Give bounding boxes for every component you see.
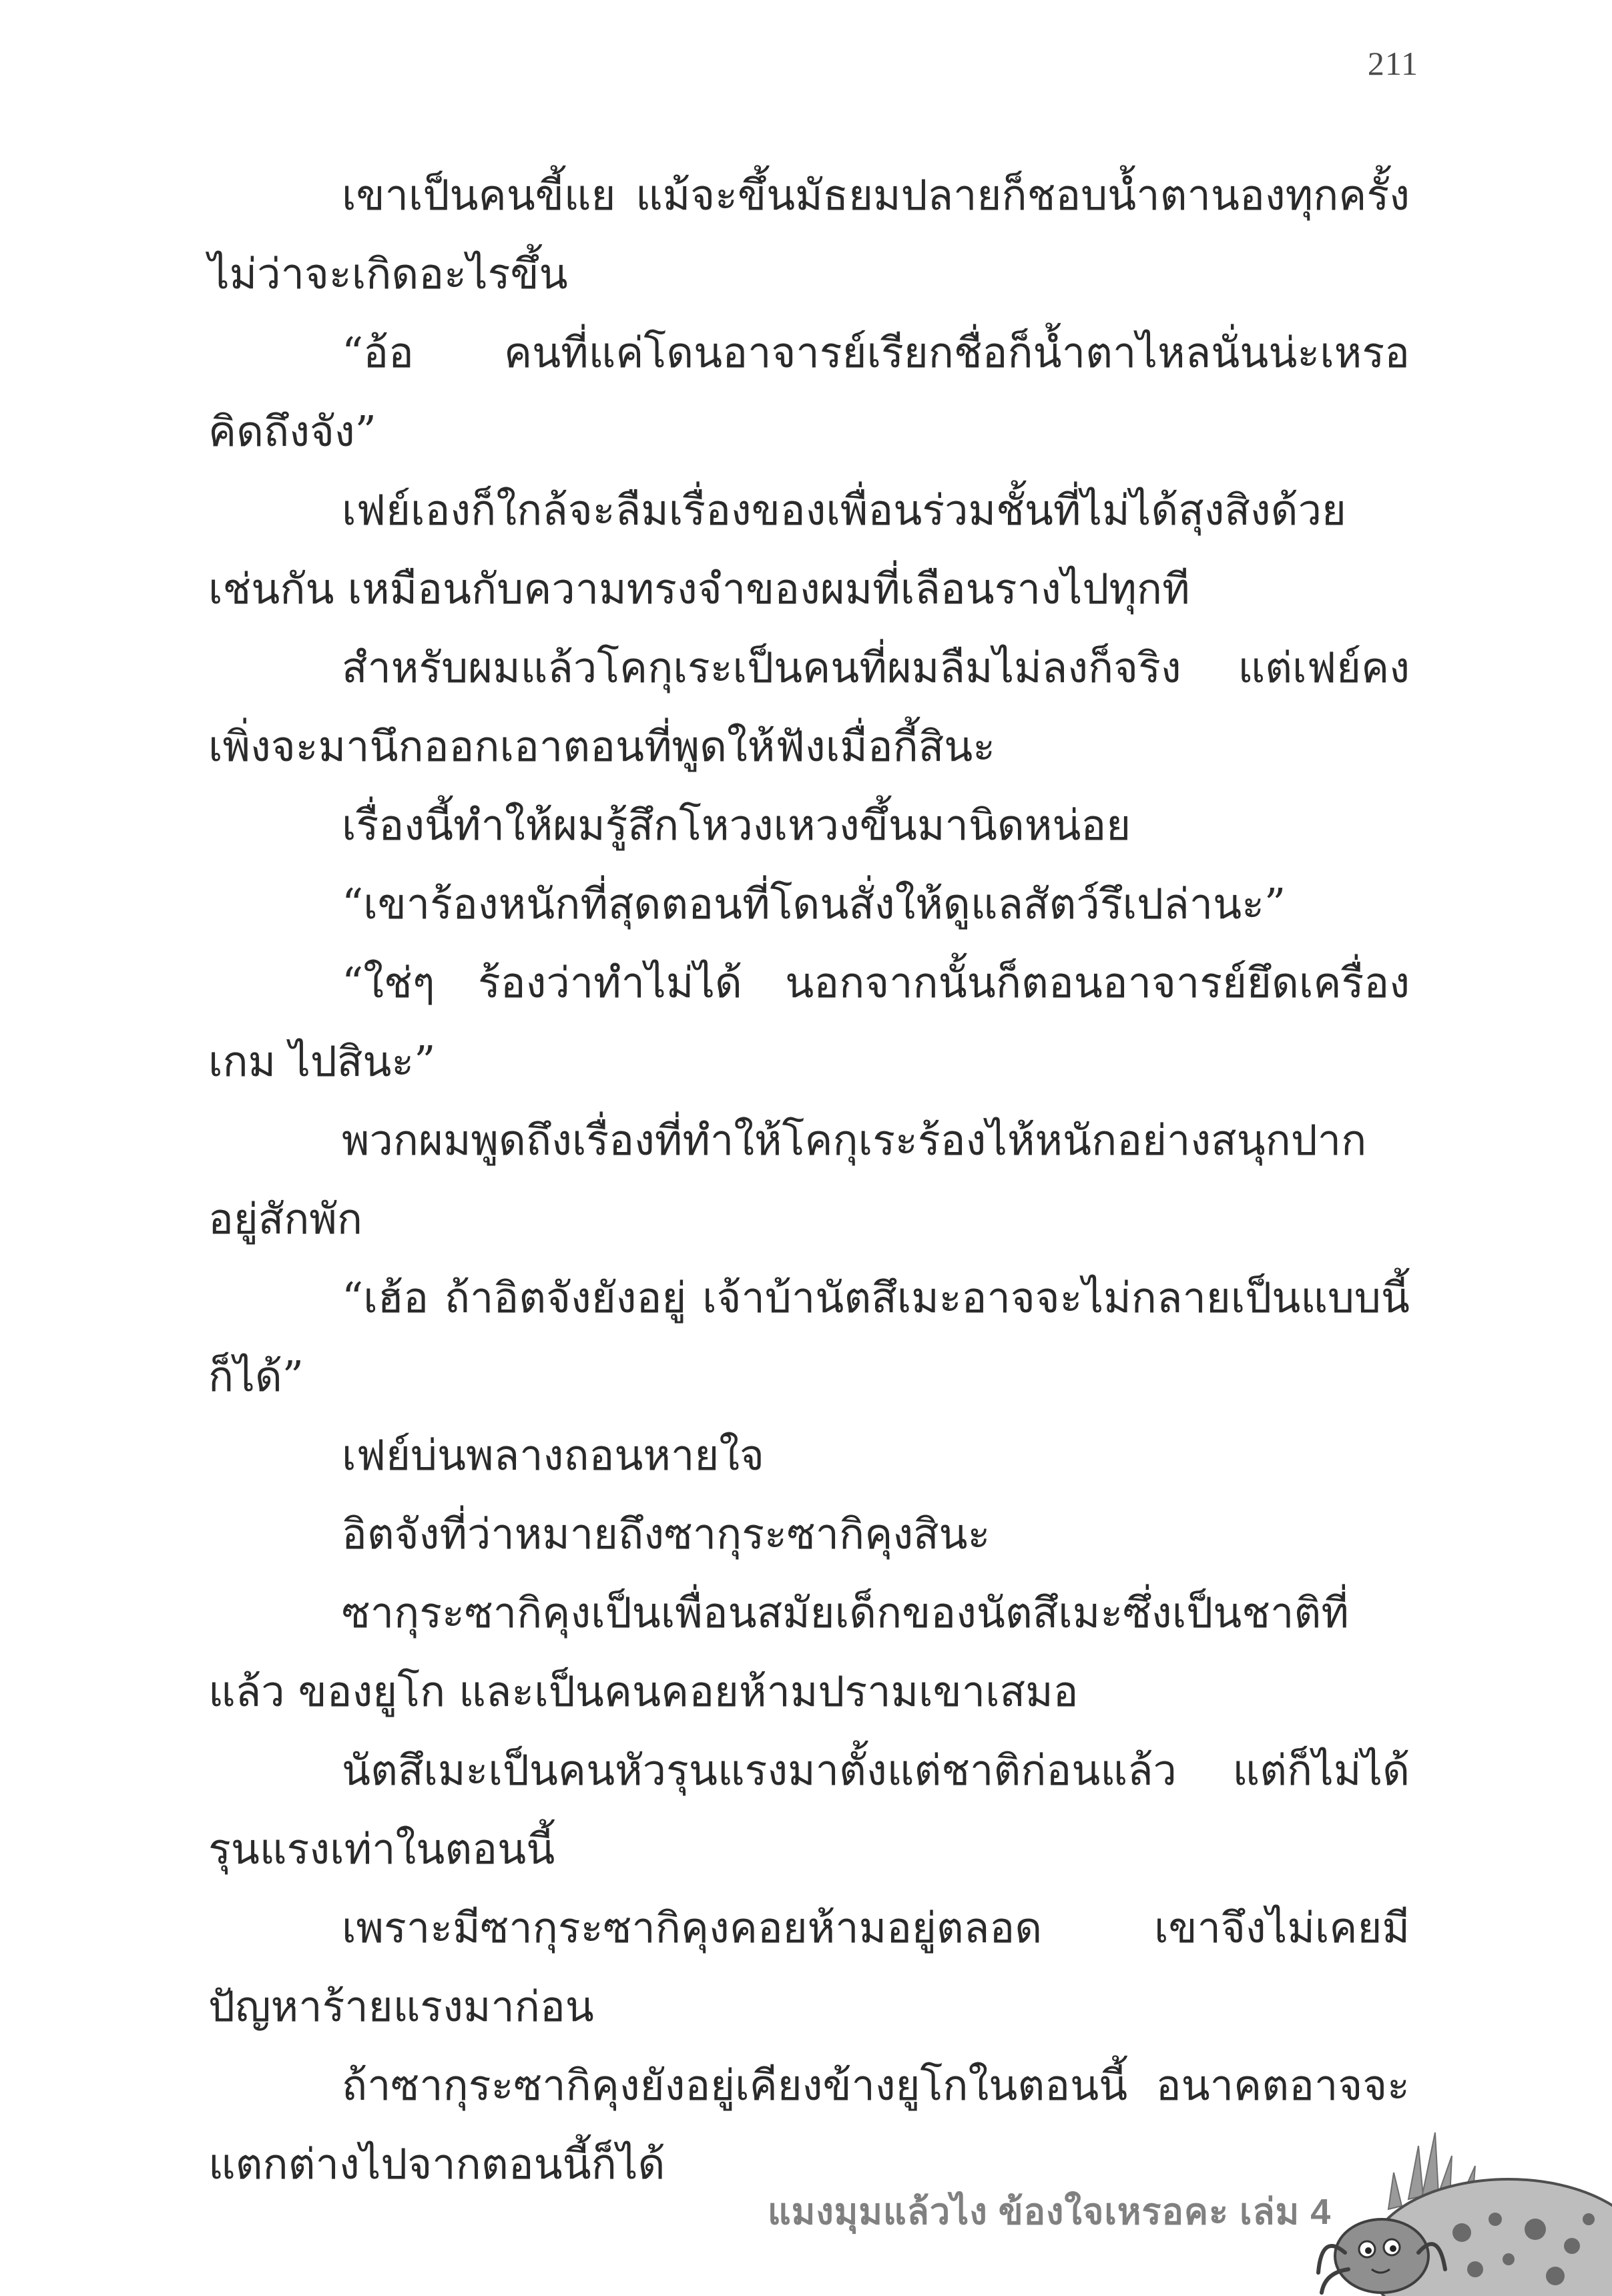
paragraph: “เขาร้องหนักที่สุดตอนที่โดนสั่งให้ดูแลสัตว์รึเปล่านะ” <box>342 880 1286 928</box>
paragraph: เพราะมีซากุระซากิคุงคอยห้ามอยู่ตลอด เขาจึงไม่เคยมี ปัญหาร้ายแรงมาก่อน <box>208 1904 1410 2031</box>
paragraph: “อ้อ คนที่แค่โดนอาจารย์เรียกชื่อก็น้ำตาไหลนั่นน่ะเหรอ คิดถึงจัง” <box>208 328 1410 456</box>
paragraph: เรื่องนี้ทำให้ผมรู้สึกโหวงเหวงขึ้นมานิดหน่อย <box>342 801 1131 850</box>
footer-title: แมงมุมแล้วไง ข้องใจเหรอคะ เล่ม 4 <box>768 2192 1332 2232</box>
paragraph: “เฮ้อ ถ้าอิตจังยังอยู่ เจ้าบ้านัตสึเมะอาจจะไม่กลายเป็นแบบนี้ ก็ได้” <box>208 1273 1410 1401</box>
body-text <box>208 156 1410 2204</box>
paragraph: ถ้าซากุระซากิคุงยังอยู่เคียงข้างยูโกในตอนนี้ อนาคตอาจจะ แตกต่างไปจากตอนนี้ก็ได้ <box>208 2061 1410 2189</box>
paragraph: “ใช่ๆ ร้องว่าทำไม่ได้ นอกจากนั้นก็ตอนอาจารย์ยึดเครื่องเกม ไปสินะ” <box>208 958 1410 1086</box>
paragraph: เฟย์เองก็ใกล้จะลืมเรื่องของเพื่อนร่วมชั้นที่ไม่ได้สุงสิงด้วย เช่นกัน เหมือนกับความทรงจำของผมที่เลือนรางไปทุกที <box>208 486 1346 613</box>
paragraph: พวกผมพูดถึงเรื่องที่ทำให้โคกุเระร้องไห้หนักอย่างสนุกปาก อยู่สักพัก <box>208 1116 1367 1243</box>
page-number: 211 <box>1367 45 1418 82</box>
paragraph: เขาเป็นคนขี้แย แม้จะขึ้นมัธยมปลายก็ชอบน้ำตานองทุกครั้ง ไม่ว่าจะเกิดอะไรขึ้น <box>208 171 1410 298</box>
paragraph: อิตจังที่ว่าหมายถึงซากุระซากิคุงสินะ <box>342 1510 991 1558</box>
spider-egg-illustration-icon <box>1308 2119 1612 2296</box>
paragraph: เฟย์บ่นพลางถอนหายใจ <box>342 1431 764 1480</box>
paragraph: นัตสึเมะเป็นคนหัวรุนแรงมาตั้งแต่ชาติก่อนแล้ว แต่ก็ไม่ได้ รุนแรงเท่าในตอนนี้ <box>208 1746 1410 1874</box>
paragraph: ซากุระซากิคุงเป็นเพื่อนสมัยเด็กของนัตสึเมะซึ่งเป็นชาติที่แล้ว ของยูโก และเป็นคนคอยห้ามปรามเขาเสมอ <box>208 1589 1349 1716</box>
paragraph: สำหรับผมแล้วโคกุเระเป็นคนที่ผมลืมไม่ลงก็จริง แต่เฟย์คง เพิ่งจะมานึกออกเอาตอนที่พูดให้ฟังเมื่อกี้สินะ <box>208 643 1410 771</box>
